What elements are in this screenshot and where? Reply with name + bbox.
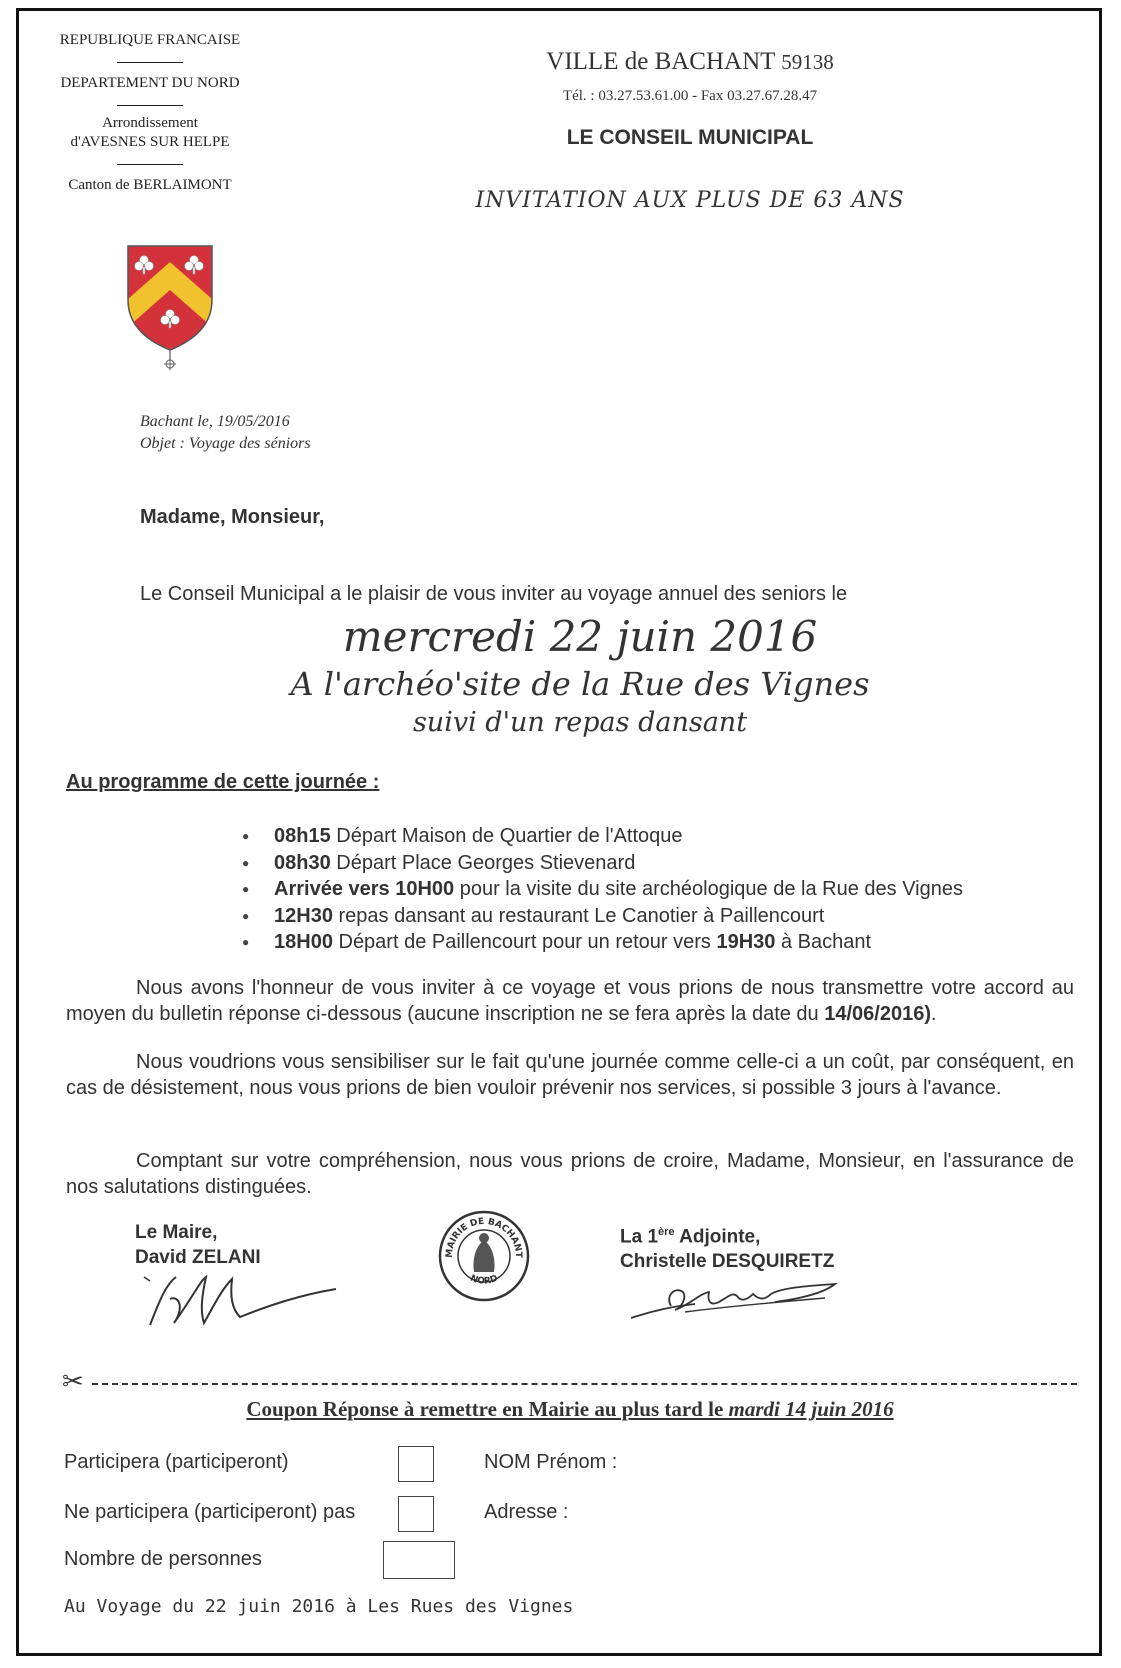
mayor-title: Le Maire,	[135, 1222, 218, 1243]
contact-line: Tél. : 03.27.53.61.00 - Fax 03.27.67.28.47	[562, 88, 818, 104]
divider	[117, 62, 183, 63]
event-place: A l'archéo'site de la Rue des Vignes	[290, 665, 870, 703]
town-header	[480, 48, 900, 76]
mayor-signature-block	[135, 1220, 261, 1270]
paragraph-closing: Comptant sur votre compréhension, nous vous prions de croire, Madame, Monsieur, en l'assurance de nos salutations distinguées.	[66, 1150, 1074, 1198]
program-heading: Au programme de cette journée :	[66, 771, 380, 793]
list-item: ● 18H00 Départ de Paillencourt pour un retour vers 19H30 à Bachant	[242, 929, 1062, 956]
intro-text: Le Conseil Municipal a le plaisir de vous inviter au voyage annuel des seniors le	[140, 583, 848, 605]
town-postcode: 59138	[781, 50, 834, 74]
divider	[117, 164, 183, 165]
deputy-title: La 1ère Adjointe,	[620, 1226, 761, 1248]
canton-label: Canton de BERLAIMONT	[68, 177, 232, 193]
not-participate-label: Ne participera (participeront) pas	[64, 1501, 356, 1523]
coupon-footer: Au Voyage du 22 juin 2016 à Les Rues des Vignes	[64, 1596, 574, 1617]
address-field-label: Adresse :	[484, 1501, 569, 1523]
arrondissement-label: Arrondissement	[102, 115, 198, 131]
number-of-people-label: Nombre de personnes	[64, 1548, 262, 1570]
list-item: ● Arrivée vers 10H00 pour la visite du site archéologique de la Rue des Vignes	[242, 876, 1062, 903]
list-item: ● 08h15 Départ Maison de Quartier de l'Attoque	[242, 823, 1062, 850]
scissors-icon: ✂	[62, 1366, 84, 1396]
council-title: LE CONSEIL MUNICIPAL	[566, 126, 814, 149]
letterhead-left	[40, 30, 260, 195]
arrondissement-name: d'AVESNES SUR HELPE	[70, 134, 230, 150]
date-line: Bachant le, 19/05/2016	[140, 413, 290, 430]
town-hall-stamp-icon	[436, 1208, 532, 1304]
paragraph-cost: Nous voudrions vous sensibiliser sur le fait qu'une journée comme celle-ci a un coût, par conséquent, en cas de désistement, nous vous prions de bien vouloir prévenir nos services, si possible 3 jours à l'avance.	[66, 1051, 1074, 1099]
program-list	[242, 823, 1062, 956]
participate-checkbox[interactable]	[398, 1446, 434, 1482]
event-followup: suivi d'un repas dansant	[412, 707, 748, 738]
not-participate-checkbox[interactable]	[398, 1496, 434, 1532]
stamp-top-text: MAIRIE DE BACHANT	[444, 1216, 524, 1259]
event-date: mercredi 22 juin 2016	[342, 612, 818, 661]
list-item: ● 12H30 repas dansant au restaurant Le Canotier à Paillencourt	[242, 903, 1062, 930]
cut-line	[92, 1383, 1077, 1385]
town-name: VILLE de BACHANT	[546, 48, 775, 75]
name-field-label: NOM Prénom :	[484, 1451, 618, 1473]
divider	[117, 105, 183, 106]
mayor-signature-icon	[140, 1265, 340, 1337]
coupon-title: Coupon Réponse à remettre en Mairie au plus tard le mardi 14 juin 2016	[246, 1397, 894, 1421]
greeting: Madame, Monsieur,	[140, 506, 325, 528]
coat-of-arms-icon	[120, 238, 220, 373]
number-of-people-field[interactable]	[383, 1541, 455, 1579]
deputy-signature-icon	[625, 1276, 845, 1326]
deputy-name: Christelle DESQUIRETZ	[620, 1251, 835, 1273]
paragraph-accord: Nous avons l'honneur de vous inviter à ce voyage et vous prions de nous transmettre votre accord au moyen du bulletin réponse ci-dessous (aucune inscription ne se fera après la date du 14/06/2016).	[66, 977, 1074, 1025]
republic-label: REPUBLIQUE FRANCAISE	[59, 32, 241, 48]
date-object	[140, 411, 311, 455]
participate-label: Participera (participeront)	[64, 1451, 289, 1473]
deputy-signature-block	[620, 1220, 834, 1274]
stamp-bottom-text: NORD	[468, 1273, 500, 1287]
object-line: Objet : Voyage des séniors	[140, 435, 311, 452]
list-item: ● 08h30 Départ Place Georges Stievenard	[242, 850, 1062, 877]
invitation-title: INVITATION AUX PLUS DE 63 ANS	[475, 188, 905, 213]
department-label: DEPARTEMENT DU NORD	[60, 75, 240, 91]
mayor-name: David ZELANI	[135, 1247, 261, 1268]
